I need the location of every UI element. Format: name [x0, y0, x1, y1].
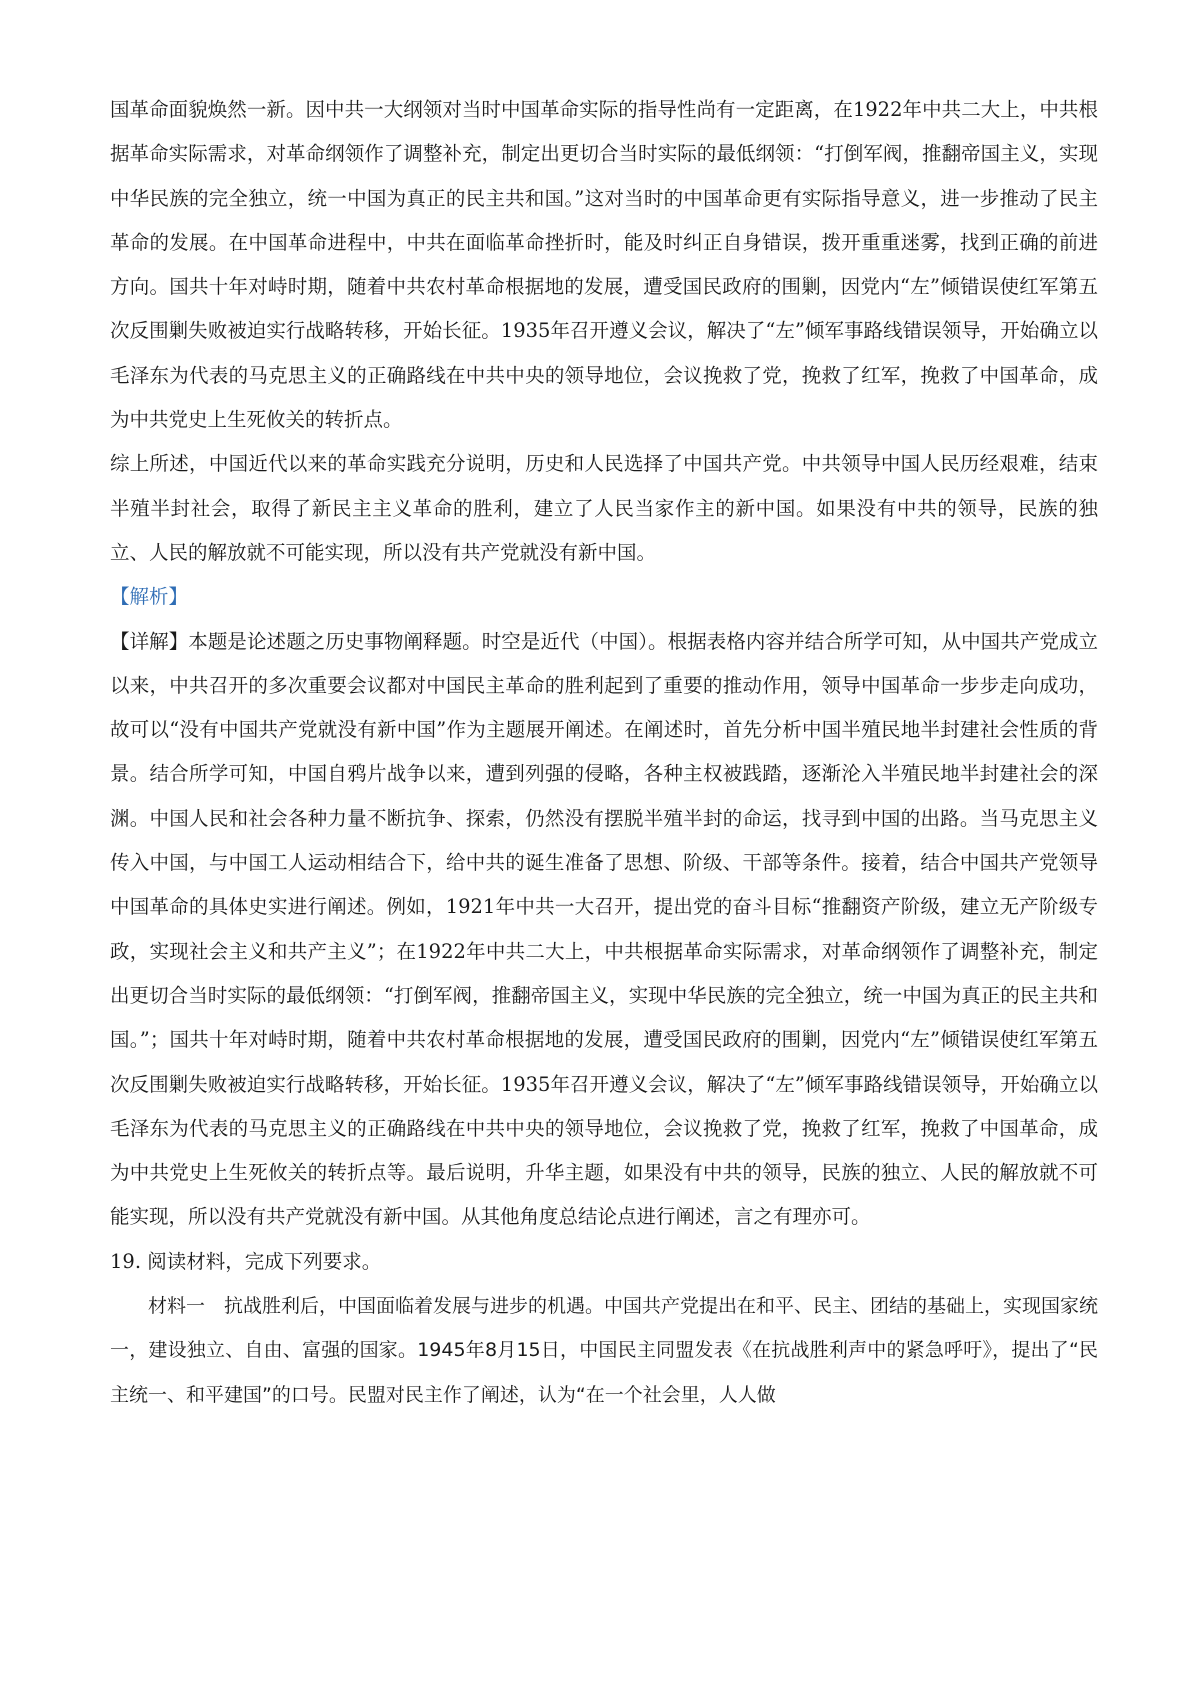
question-prompt: 19. 阅读材料，完成下列要求。	[110, 1249, 382, 1273]
answer-section	[110, 88, 1098, 575]
answer-paragraph-1: 国革命面貌焕然一新。因中共一大纲领对当时中国革命实际的指导性尚有一定距离，在1922年中共二大上，中共根据革命实际需求，对革命纲领作了调整补充，制定出更切合当时实际的最低纲领：“打倒军阀，推翻帝国主义，实现中华民族的完全独立，统一中国为真正的民主共和国。”这对当时的中国革命更有实际指导意义，进一步推动了民主革命的发展。在中国革命进程中，中共在面临革命挫折时，能及时纠正自身错误，拨开重重迷雾，找到正确的前进方向。国共十年对峙时期，随着中共农村革命根据地的发展，遭受国民政府的围剿，因党内“左”倾错误使红军第五次反围剿失败被迫实行战略转移，开始长征。1935年召开遵义会议，解决了“左”倾军事路线错误领导，开始确立以毛泽东为代表的马克思主义的正确路线在中共中央的领导地位，会议挽救了党，挽救了红军，挽救了中国革命，成为中共党史上生死攸关的转折点。	[110, 98, 1098, 432]
analysis-heading: 【解析】	[110, 585, 189, 609]
analysis-section	[110, 575, 1098, 1239]
answer-paragraph-2: 综上所述，中国近代以来的革命实践充分说明，历史和人民选择了中国共产党。中共领导中国人民历经艰难，结束半殖半封社会，取得了新民主主义革命的胜利，建立了人民当家作主的新中国。如果没有中共的领导，民族的独立、人民的解放就不可能实现，所以没有共产党就没有新中国。	[110, 452, 1098, 564]
question-section	[110, 1240, 1098, 1417]
material-one-paragraph: 材料一 抗战胜利后，中国面临着发展与进步的机遇。中国共产党提出在和平、民主、团结的基础上，实现国家统一，建设独立、自由、富强的国家。1945年8月15日，中国民主同盟发表《在抗战胜利声中的紧急呼吁》，提出了“民主统一、和平建国”的口号。民盟对民主作了阐述，认为“在一个社会里，人人做	[110, 1295, 1099, 1406]
analysis-detail-paragraph: 【详解】本题是论述题之历史事物阐释题。时空是近代（中国）。根据表格内容并结合所学可知，从中国共产党成立以来，中共召开的多次重要会议都对中国民主革命的胜利起到了重要的推动作用，领导中国革命一步步走向成功，故可以“没有中国共产党就没有新中国”作为主题展开阐述。在阐述时，首先分析中国半殖民地半封建社会性质的背景。结合所学可知，中国自鸦片战争以来，遭到列强的侵略，各种主权被践踏，逐渐沦入半殖民地半封建社会的深渊。中国人民和社会各种力量不断抗争、探索，仍然没有摆脱半殖半封的命运，找寻到中国的出路。当马克思主义传入中国，与中国工人运动相结合下，给中共的诞生准备了思想、阶级、干部等条件。接着，结合中国共产党领导中国革命的具体史实进行阐述。例如，1921年中共一大召开，提出党的奋斗目标“推翻资产阶级，建立无产阶级专政，实现社会主义和共产主义”；在1922年中共二大上，中共根据革命实际需求，对革命纲领作了调整补充，制定出更切合当时实际的最低纲领：“打倒军阀，推翻帝国主义，实现中华民族的完全独立，统一中国为真正的民主共和国。”；国共十年对峙时期，随着中共农村革命根据地的发展，遭受国民政府的围剿，因党内“左”倾错误使红军第五次反围剿失败被迫实行战略转移，开始长征。1935年召开遵义会议，解决了“左”倾军事路线错误领导，开始确立以毛泽东为代表的马克思主义的正确路线在中共中央的领导地位，会议挽救了党，挽救了红军，挽救了中国革命，成为中共党史上生死攸关的转折点等。最后说明，升华主题，如果没有中共的领导，民族的独立、人民的解放就不可能实现，所以没有共产党就没有新中国。从其他角度总结论点进行阐述，言之有理亦可。	[110, 629, 1098, 1229]
document-page	[110, 88, 1098, 1417]
